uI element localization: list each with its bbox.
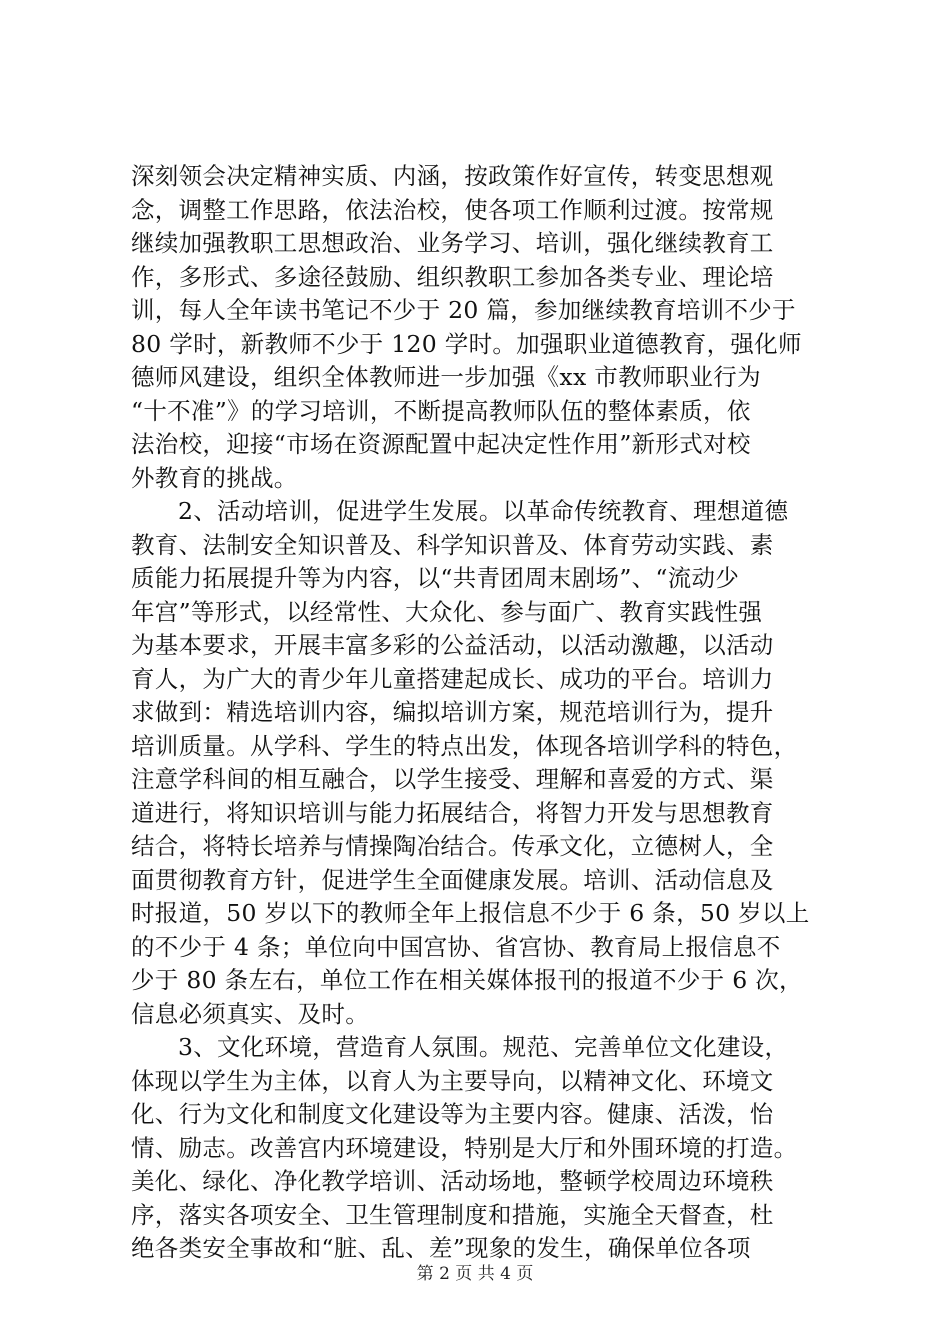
page-footer: 第 2 页 共 4 页 <box>416 1264 534 1284</box>
text-line: 的不少于 4 条；单位向中国宫协、省宫协、教育局上报信息不 <box>131 932 781 961</box>
text-line: 道进行，将知识培训与能力拓展结合，将智力开发与思想教育 <box>131 798 774 827</box>
text-line: 3、文化环境，营造育人氛围。规范、完善单位文化建设， <box>178 1033 789 1061</box>
text-line: 培训质量。从学科、学生的特点出发，体现各培训学科的特色， <box>131 731 798 760</box>
text-line: 德师风建设，组织全体教师进一步加强《xx 市教师职业行为 <box>131 363 761 391</box>
text-line: 信息必须真实、及时。 <box>131 999 369 1028</box>
text-line: 结合，将特长培养与情操陶冶结合。传承文化，立德树人，全 <box>131 832 774 860</box>
text-line: 体现以学生为主体，以育人为主要导向，以精神文化、环境文 <box>131 1066 774 1095</box>
text-line: 情、励志。改善宫内环境建设，特别是大厅和外围环境的打造。 <box>131 1133 798 1162</box>
text-line: 时报道，50 岁以下的教师全年上报信息不少于 6 条，50 岁以上 <box>131 899 810 927</box>
text-line: 2、活动培训，促进学生发展。以革命传统教育、理想道德 <box>178 497 789 525</box>
text-line: 作，多形式、多途径鼓励、组织教职工参加各类专业、理论培 <box>131 262 774 291</box>
text-line: 绝各类安全事故和“脏、乱、差”现象的发生，确保单位各项 <box>131 1234 751 1262</box>
text-line: 求做到：精选培训内容，编拟培训方案，规范培训行为，提升 <box>131 698 774 726</box>
text-line: 序，落实各项安全、卫生管理制度和措施，实施全天督查，杜 <box>131 1200 774 1229</box>
text-line: 教育、法制安全知识普及、科学知识普及、体育劳动实践、素 <box>131 530 774 559</box>
text-line: 育人，为广大的青少年儿童搭建起成长、成功的平台。培训力 <box>131 664 774 693</box>
text-line: 深刻领会决定精神实质、内涵，按政策作好宣传，转变思想观 <box>131 162 774 190</box>
text-line: 外教育的挑战。 <box>131 463 298 492</box>
text-line: 少于 80 条左右，单位工作在相关媒体报刊的报道不少于 6 次， <box>131 966 803 994</box>
text-line: 念，调整工作思路，依法治校，使各项工作顺利过渡。按常规 <box>131 195 774 224</box>
text-line: 年宫”等形式，以经常性、大众化、参与面广、教育实践性强 <box>131 597 763 626</box>
text-line: 化、行为文化和制度文化建设等为主要内容。健康、活泼，怡 <box>131 1100 774 1128</box>
text-line: 法治校，迎接“市场在资源配置中起决定性作用”新形式对校 <box>131 430 751 458</box>
text-line: 美化、绿化、净化教学培训、活动场地，整顿学校周边环境秩 <box>131 1167 774 1195</box>
document-body <box>131 160 831 1266</box>
text-line: 注意学科间的相互融合，以学生接受、理解和喜爱的方式、渠 <box>131 765 774 793</box>
text-line: 为基本要求，开展丰富多彩的公益活动，以活动激趣，以活动 <box>131 631 774 659</box>
text-line: 训，每人全年读书笔记不少于 20 篇，参加继续教育培训不少于 <box>131 296 796 324</box>
text-line: 面贯彻教育方针，促进学生全面健康发展。培训、活动信息及 <box>131 865 774 894</box>
text-line: “十不准”》的学习培训，不断提高教师队伍的整体素质，依 <box>131 396 751 425</box>
text-line: 继续加强教职工思想政治、业务学习、培训，强化继续教育工 <box>131 229 774 257</box>
text-line: 80 学时，新教师不少于 120 学时。加强职业道德教育，强化师 <box>131 329 802 358</box>
text-line: 质能力拓展提升等为内容，以“共青团周末剧场”、“流动少 <box>131 564 740 592</box>
